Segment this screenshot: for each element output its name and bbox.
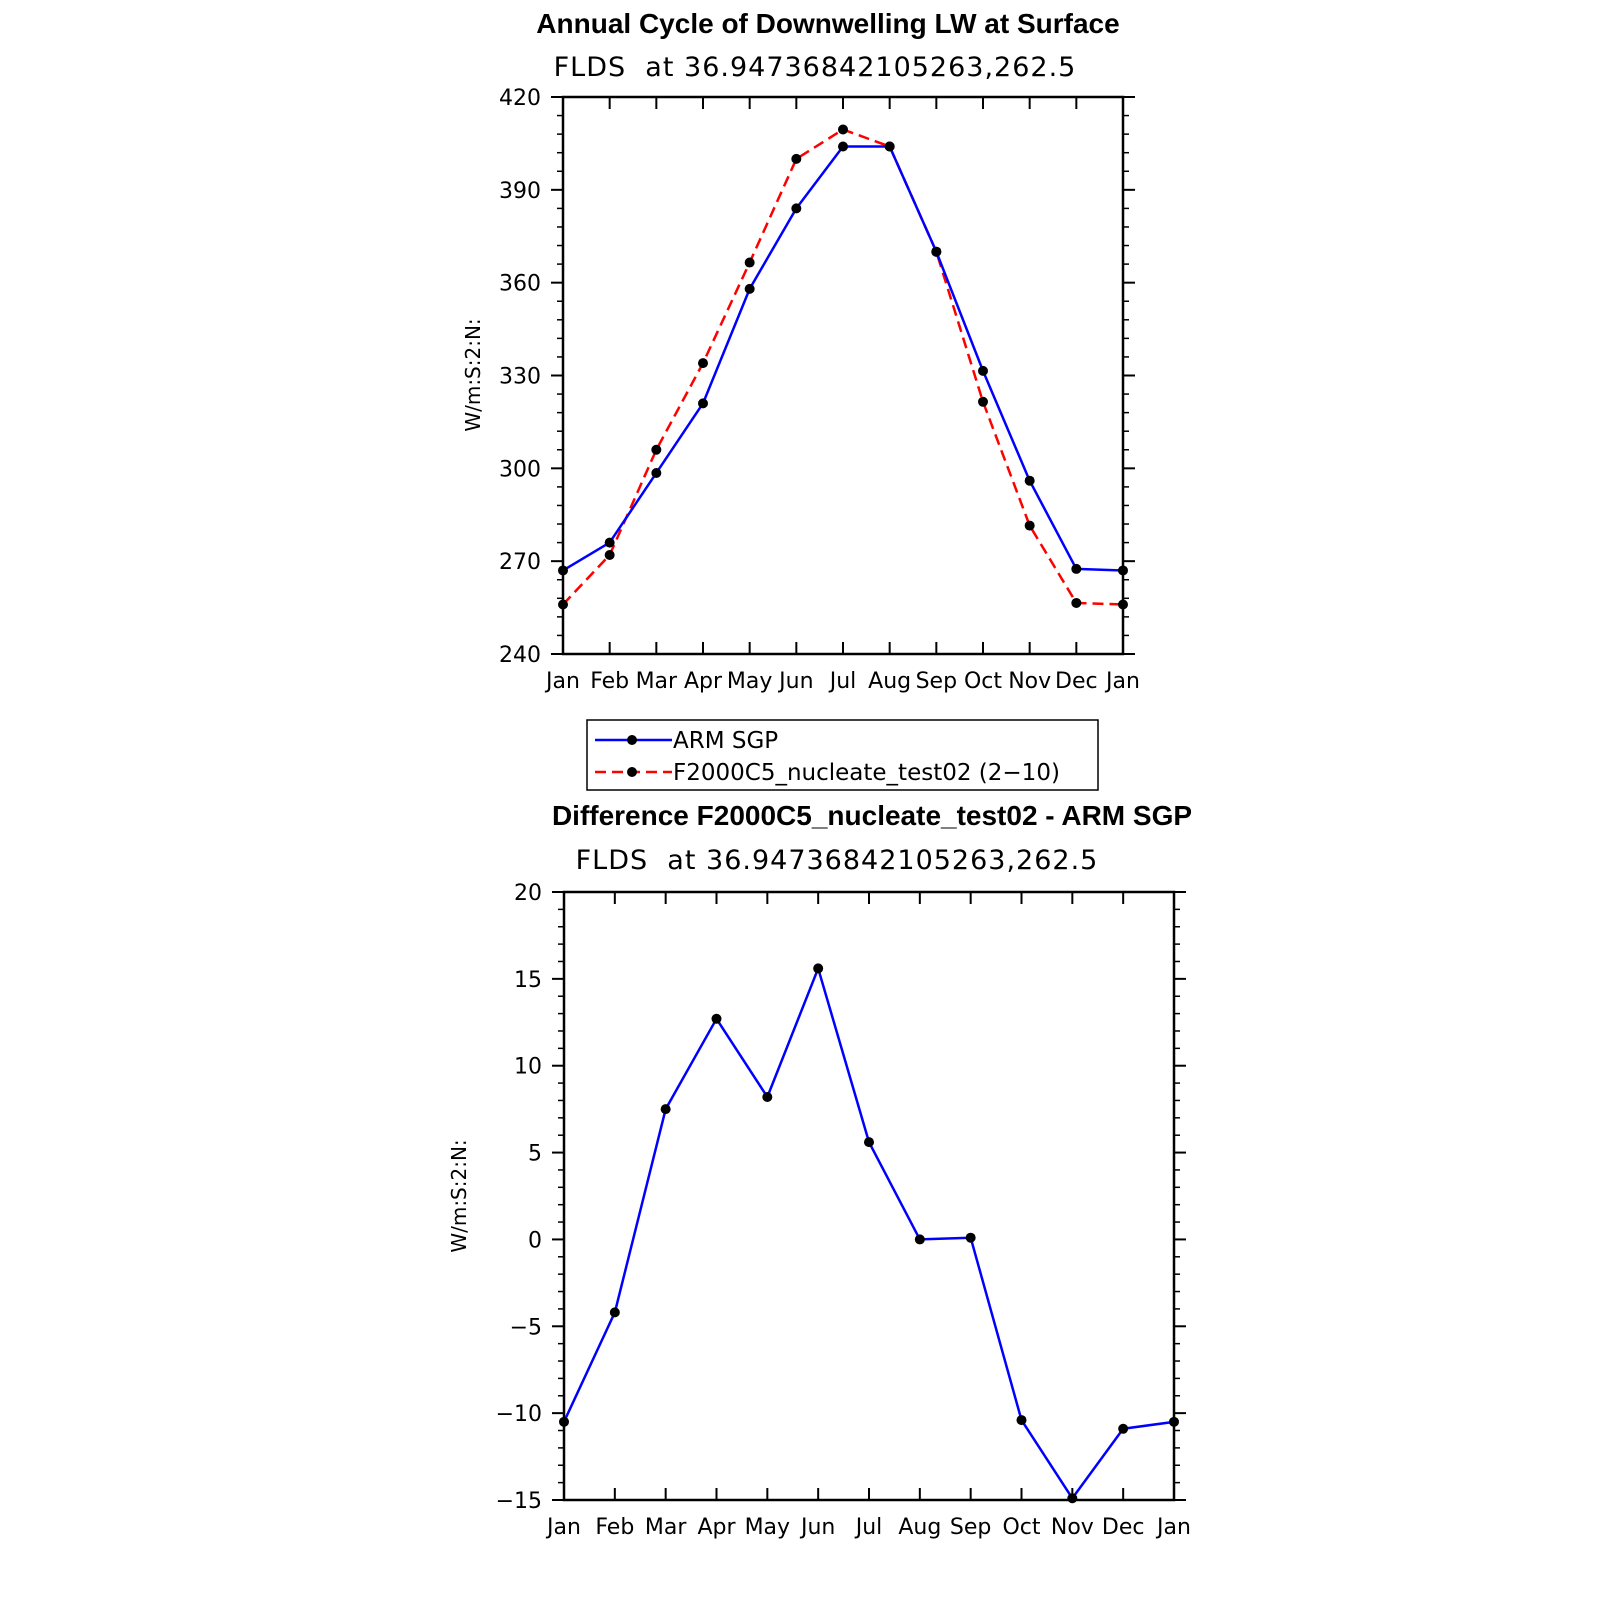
data-point xyxy=(864,1137,874,1147)
x-tick-label: Dec xyxy=(1101,1515,1145,1540)
series-line xyxy=(563,129,1123,604)
x-tick-label: Jun xyxy=(779,669,814,694)
x-tick-label: May xyxy=(744,1515,791,1540)
annual-cycle-chart xyxy=(461,8,1140,694)
data-point xyxy=(978,397,988,407)
chart-subtitle: FLDS at 36.94736842105263,262.5 xyxy=(553,52,1077,83)
data-point xyxy=(698,398,708,408)
y-tick-label: −15 xyxy=(495,1489,542,1514)
x-tick-label: Jan xyxy=(1157,1515,1191,1540)
y-tick-label: 5 xyxy=(528,1141,542,1167)
difference-chart xyxy=(447,800,1192,1540)
data-point xyxy=(1025,476,1035,486)
x-tick-label: Sep xyxy=(949,1515,992,1540)
data-point xyxy=(838,124,848,134)
data-point xyxy=(610,1307,620,1317)
x-tick-label: Oct xyxy=(1002,1515,1041,1540)
data-point xyxy=(978,366,988,376)
x-tick-label: Jan xyxy=(546,669,580,694)
data-point xyxy=(559,1417,569,1427)
chart-subtitle: FLDS at 36.94736842105263,262.5 xyxy=(575,845,1099,876)
axes-frame xyxy=(564,892,1174,1500)
x-tick-label: May xyxy=(726,669,773,694)
data-point xyxy=(813,963,823,973)
data-point xyxy=(558,599,568,609)
series-line xyxy=(563,147,1123,571)
y-tick-label: 240 xyxy=(499,643,541,668)
legend-marker-arm-sgp xyxy=(627,735,637,745)
data-point xyxy=(712,1014,722,1024)
x-tick-label: Mar xyxy=(635,669,678,694)
x-tick-label: Dec xyxy=(1055,669,1098,694)
data-point xyxy=(791,203,801,213)
y-tick-label: 300 xyxy=(499,457,541,483)
y-tick-label: 0 xyxy=(528,1228,542,1254)
x-tick-label: Apr xyxy=(697,1515,736,1540)
y-tick-label: 330 xyxy=(499,364,541,390)
data-point xyxy=(915,1234,925,1244)
series-group xyxy=(559,963,1179,1503)
y-tick-label: 20 xyxy=(514,881,542,906)
legend-label-arm-sgp: ARM SGP xyxy=(673,728,779,754)
y-tick-label: 10 xyxy=(514,1054,542,1080)
legend-label-f2000c5: F2000C5_nucleate_test02 (2−10) xyxy=(673,760,1060,786)
x-tick-label: Aug xyxy=(898,1515,942,1540)
y-axis-label: W/m:S:2:N: xyxy=(461,318,485,432)
data-point xyxy=(1071,598,1081,608)
data-point xyxy=(1071,564,1081,574)
chart-title: Difference F2000C5_nucleate_test02 - ARM SGP xyxy=(551,800,1193,831)
data-point xyxy=(885,142,895,152)
x-tick-label: Sep xyxy=(915,669,958,694)
data-point xyxy=(1025,521,1035,531)
data-point xyxy=(698,358,708,368)
data-point xyxy=(605,538,615,548)
x-tick-label: Jan xyxy=(547,1515,581,1540)
y-tick-label: −5 xyxy=(509,1315,542,1341)
data-point xyxy=(1017,1415,1027,1425)
axis-ticks xyxy=(496,881,1191,1540)
y-tick-label: 390 xyxy=(499,178,541,204)
y-tick-label: 420 xyxy=(499,86,541,111)
data-point xyxy=(651,445,661,455)
data-point xyxy=(1118,1424,1128,1434)
data-point xyxy=(1067,1493,1077,1503)
x-tick-label: Nov xyxy=(1050,1515,1094,1540)
x-tick-label: Apr xyxy=(683,669,723,694)
x-tick-label: Feb xyxy=(595,1515,635,1540)
data-point xyxy=(605,550,615,560)
y-tick-label: 270 xyxy=(499,550,541,576)
data-point xyxy=(1169,1417,1179,1427)
x-tick-label: Feb xyxy=(590,669,630,694)
data-point xyxy=(558,565,568,575)
data-point xyxy=(1118,565,1128,575)
data-point xyxy=(791,154,801,164)
x-tick-label: Mar xyxy=(644,1515,687,1540)
y-tick-label: 15 xyxy=(514,967,542,993)
y-tick-label: 360 xyxy=(499,271,541,297)
x-tick-label: Jun xyxy=(800,1515,836,1540)
x-tick-label: Aug xyxy=(868,669,912,694)
y-axis-label: W/m:S:2:N: xyxy=(447,1139,471,1253)
legend xyxy=(587,720,1098,790)
data-point xyxy=(966,1233,976,1243)
legend-marker-f2000c5 xyxy=(627,767,637,777)
axes-frame xyxy=(563,97,1123,654)
series-line xyxy=(564,968,1174,1498)
data-point xyxy=(762,1092,772,1102)
x-tick-label: Jan xyxy=(1106,669,1140,694)
data-point xyxy=(651,468,661,478)
data-point xyxy=(1118,599,1128,609)
data-point xyxy=(661,1104,671,1114)
x-tick-label: Nov xyxy=(1008,669,1052,694)
data-point xyxy=(931,247,941,257)
plot-frame xyxy=(563,97,1123,654)
x-tick-label: Jul xyxy=(855,1515,883,1540)
data-point xyxy=(838,142,848,152)
y-tick-label: −10 xyxy=(495,1402,542,1428)
data-point xyxy=(745,258,755,268)
chart-title: Annual Cycle of Downwelling LW at Surface xyxy=(536,8,1120,39)
plot-frame xyxy=(564,892,1174,1500)
data-point xyxy=(745,284,755,294)
x-tick-label: Jul xyxy=(829,669,857,694)
series-group xyxy=(558,124,1128,609)
x-tick-label: Oct xyxy=(963,669,1003,694)
